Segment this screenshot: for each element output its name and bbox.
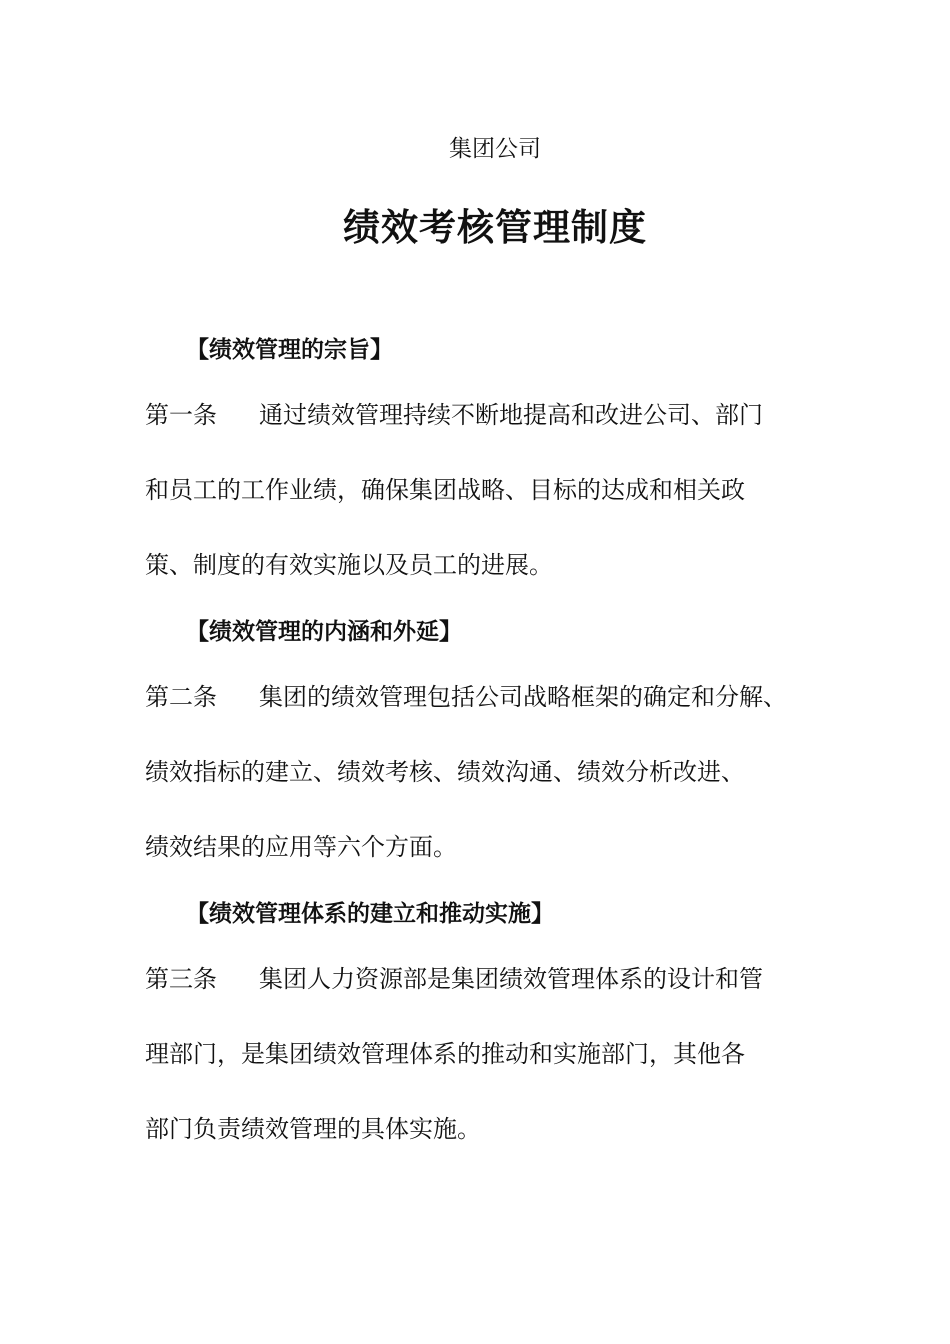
document-title: 绩效考核管理制度 — [343, 205, 647, 249]
section-heading-scope: 【绩效管理的内涵和外延】 — [186, 618, 462, 645]
section-heading-system: 【绩效管理体系的建立和推动实施】 — [186, 900, 554, 927]
article-2-line-2: 绩效指标的建立、绩效考核、绩效沟通、绩效分析改进、 — [145, 758, 745, 786]
article-1-text-1: 通过绩效管理持续不断地提高和改进公司、部门 — [259, 401, 763, 429]
article-2-line-1 — [145, 682, 787, 712]
article-3-line-1 — [145, 964, 763, 994]
article-1-line-1 — [145, 400, 763, 430]
article-2-text-1: 集团的绩效管理包括公司战略框架的确定和分解、 — [259, 683, 787, 711]
article-1-line-2: 和员工的工作业绩，确保集团战略、目标的达成和相关政 — [145, 476, 745, 504]
article-3-label: 第三条 — [145, 965, 217, 993]
article-1-label: 第一条 — [145, 401, 217, 429]
section-heading-purpose: 【绩效管理的宗旨】 — [186, 336, 393, 363]
document-subtitle: 集团公司 — [449, 136, 541, 162]
article-3-text-1: 集团人力资源部是集团绩效管理体系的设计和管 — [259, 965, 763, 993]
article-3-line-3: 部门负责绩效管理的具体实施。 — [145, 1115, 481, 1143]
article-3-line-2: 理部门，是集团绩效管理体系的推动和实施部门，其他各 — [145, 1040, 745, 1068]
article-2-line-3: 绩效结果的应用等六个方面。 — [145, 833, 457, 861]
article-1-line-3: 策、制度的有效实施以及员工的进展。 — [145, 551, 553, 579]
article-2-label: 第二条 — [145, 683, 217, 711]
